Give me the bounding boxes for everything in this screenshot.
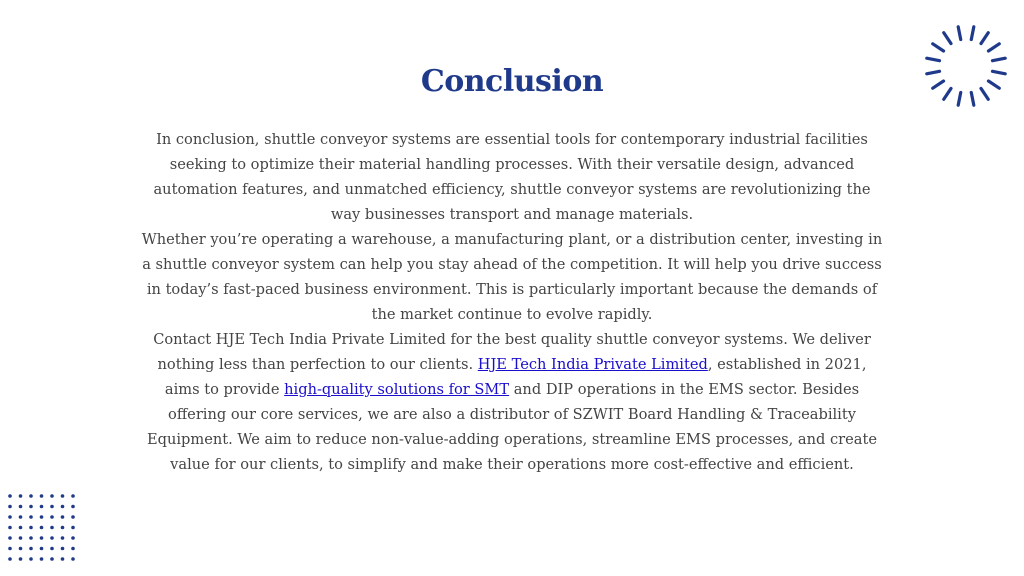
paragraph-contact xyxy=(138,327,886,477)
decor-dot xyxy=(71,515,75,519)
contact-text-middle: , established in 2021, aims to provide xyxy=(164,356,867,398)
decor-dot xyxy=(50,547,54,551)
decor-dot xyxy=(61,526,65,530)
sunburst-ray xyxy=(958,27,961,40)
decor-dot xyxy=(29,526,33,530)
page-title: Conclusion xyxy=(420,64,604,99)
decor-dot xyxy=(40,557,44,561)
decor-dot xyxy=(19,515,23,519)
decor-dot xyxy=(50,536,54,540)
decor-dot xyxy=(61,536,65,540)
decor-dot xyxy=(8,505,12,509)
decor-dot xyxy=(61,505,65,509)
decor-dot xyxy=(8,526,12,530)
decor-dot xyxy=(50,494,54,498)
decor-dot xyxy=(8,547,12,551)
decor-dot xyxy=(40,505,44,509)
decor-dot xyxy=(19,494,23,498)
decor-dot xyxy=(61,515,65,519)
decor-dot xyxy=(29,505,33,509)
decor-dot xyxy=(19,526,23,530)
decor-dot xyxy=(8,557,12,561)
decor-dot xyxy=(29,494,33,498)
decor-dot xyxy=(40,494,44,498)
sunburst-ray xyxy=(944,33,951,44)
decor-dot xyxy=(8,536,12,540)
decor-dot xyxy=(71,557,75,561)
sunburst-ray xyxy=(988,44,999,51)
sunburst-ray xyxy=(981,33,988,44)
decor-dot xyxy=(19,505,23,509)
sunburst-ray xyxy=(971,27,974,40)
decor-dot xyxy=(71,536,75,540)
decor-dot xyxy=(29,557,33,561)
decor-dot xyxy=(61,557,65,561)
decor-dot xyxy=(29,547,33,551)
decor-dot xyxy=(61,547,65,551)
decor-dot xyxy=(40,547,44,551)
decor-dot xyxy=(50,515,54,519)
decor-dot xyxy=(50,526,54,530)
sunburst-ray xyxy=(933,44,944,51)
smt-solutions-link[interactable]: high-quality solutions for SMT xyxy=(284,381,510,398)
decor-dot xyxy=(40,515,44,519)
company-link[interactable]: HJE Tech India Private Limited xyxy=(477,356,708,373)
decor-dot xyxy=(29,515,33,519)
decor-dot xyxy=(19,536,23,540)
body-text xyxy=(138,127,886,477)
contact-text-start: Contact HJE Tech India Private Limited for the best quality shuttle conveyor systems. We deliver nothing less than perfection to our clients. xyxy=(153,331,871,373)
decor-dot xyxy=(71,494,75,498)
decor-dot xyxy=(8,494,12,498)
decor-dot xyxy=(71,505,75,509)
decor-dot xyxy=(71,526,75,530)
dot-grid-pattern xyxy=(6,492,78,572)
decor-dot xyxy=(40,536,44,540)
decor-dot xyxy=(71,547,75,551)
decor-dot xyxy=(50,557,54,561)
decor-dot xyxy=(61,494,65,498)
paragraph-intro: In conclusion, shuttle conveyor systems are essential tools for contemporary industrial facilities seeking to optimize their material handling processes. With their versatile design, advanced automation features, and unmatched efficiency, shuttle conveyor systems are revolutionizing the way businesses transport and manage materials. xyxy=(153,131,871,223)
decor-dot xyxy=(8,515,12,519)
decor-dot xyxy=(40,526,44,530)
sunburst-ray xyxy=(927,58,940,61)
contact-text-end: and DIP operations in the EMS sector. Besides offering our core services, we are also a distributor of SZWIT Board Handling & Traceability Equipment. We aim to reduce non-value-adding operations, streamline EMS processes, and create value for our clients, to simplify and make their operations more cost-effective and efficient. xyxy=(146,381,877,473)
decor-dot xyxy=(19,557,23,561)
sunburst-ray xyxy=(992,58,1005,61)
paragraph-competition: Whether you’re operating a warehouse, a manufacturing plant, or a distribution center, investing in a shuttle conveyor system can help you stay ahead of the competition. It will help you drive success in today’s fast-paced business environment. This is particularly important because the demands of the market continue to evolve rapidly. xyxy=(141,231,883,323)
decor-dot xyxy=(19,547,23,551)
decor-dot xyxy=(29,536,33,540)
decor-dot xyxy=(50,505,54,509)
